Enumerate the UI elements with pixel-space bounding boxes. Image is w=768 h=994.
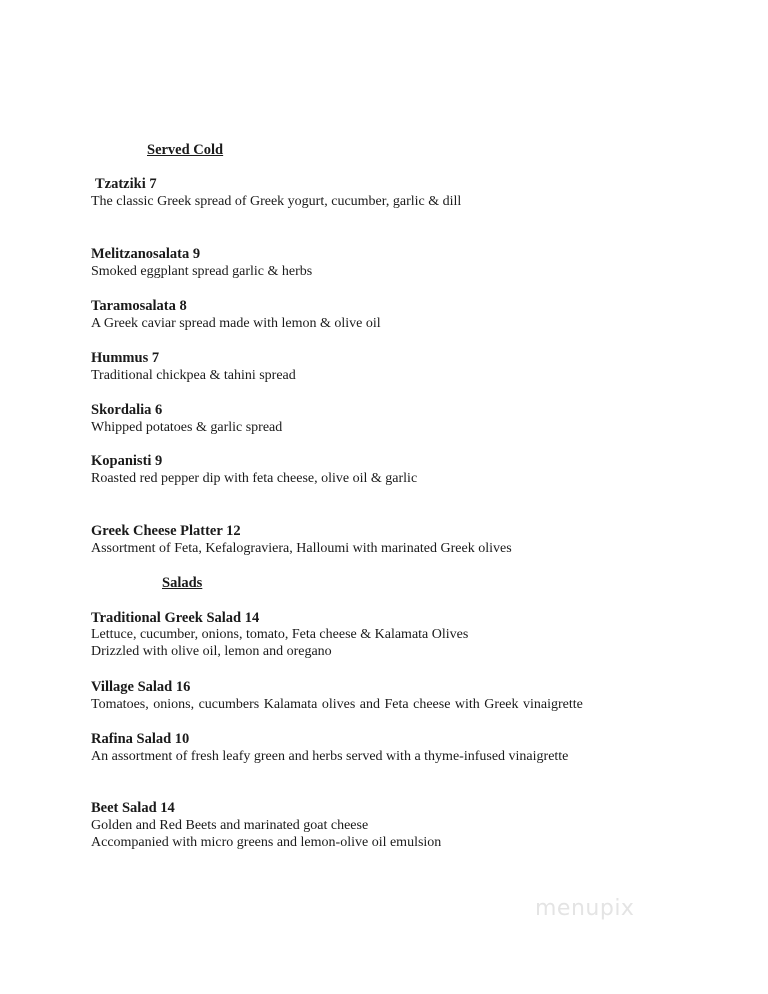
item-name-beet-salad: Beet Salad 14 (91, 800, 175, 816)
item-desc-taramosalata: A Greek caviar spread made with lemon & olive oil (91, 316, 381, 331)
item-desc-skordalia: Whipped potatoes & garlic spread (91, 420, 283, 435)
item-desc-village-salad: Tomatoes, onions, cucumbers Kalamata olives and Feta cheese with Greek vinaigrette (91, 697, 583, 712)
item-desc-beet-salad-line1: Golden and Red Beets and marinated goat cheese (91, 818, 369, 833)
menupix-watermark: menupix (535, 896, 635, 921)
item-name-hummus: Hummus 7 (91, 350, 160, 366)
item-name-greek-cheese-platter: Greek Cheese Platter 12 (91, 523, 241, 539)
item-desc-kopanisti: Roasted red pepper dip with feta cheese, olive oil & garlic (91, 471, 418, 486)
item-name-melitzanosalata: Melitzanosalata 9 (91, 246, 201, 262)
item-name-taramosalata: Taramosalata 8 (91, 298, 187, 314)
item-name-rafina-salad: Rafina Salad 10 (91, 731, 190, 747)
item-desc-rafina-salad: An assortment of fresh leafy green and herbs served with a thyme-infused vinaigrette (91, 749, 569, 764)
item-desc-traditional-greek-salad-line1: Lettuce, cucumber, onions, tomato, Feta cheese & Kalamata Olives (91, 627, 469, 642)
item-name-traditional-greek-salad: Traditional Greek Salad 14 (91, 610, 260, 626)
item-desc-beet-salad-line2: Accompanied with micro greens and lemon-olive oil emulsion (91, 835, 442, 850)
item-desc-tzatziki: The classic Greek spread of Greek yogurt, cucumber, garlic & dill (91, 194, 462, 209)
item-desc-greek-cheese-platter: Assortment of Feta, Kefalograviera, Halloumi with marinated Greek olives (91, 541, 512, 556)
item-name-skordalia: Skordalia 6 (91, 402, 163, 418)
section-heading-salads: Salads (162, 575, 203, 591)
item-name-kopanisti: Kopanisti 9 (91, 453, 163, 469)
item-name-tzatziki: Tzatziki 7 (95, 176, 157, 192)
item-desc-traditional-greek-salad-line2: Drizzled with olive oil, lemon and oregano (91, 644, 332, 659)
item-desc-melitzanosalata: Smoked eggplant spread garlic & herbs (91, 264, 313, 279)
item-name-village-salad: Village Salad 16 (91, 679, 191, 695)
item-desc-hummus: Traditional chickpea & tahini spread (91, 368, 296, 383)
section-heading-served-cold: Served Cold (147, 142, 224, 158)
